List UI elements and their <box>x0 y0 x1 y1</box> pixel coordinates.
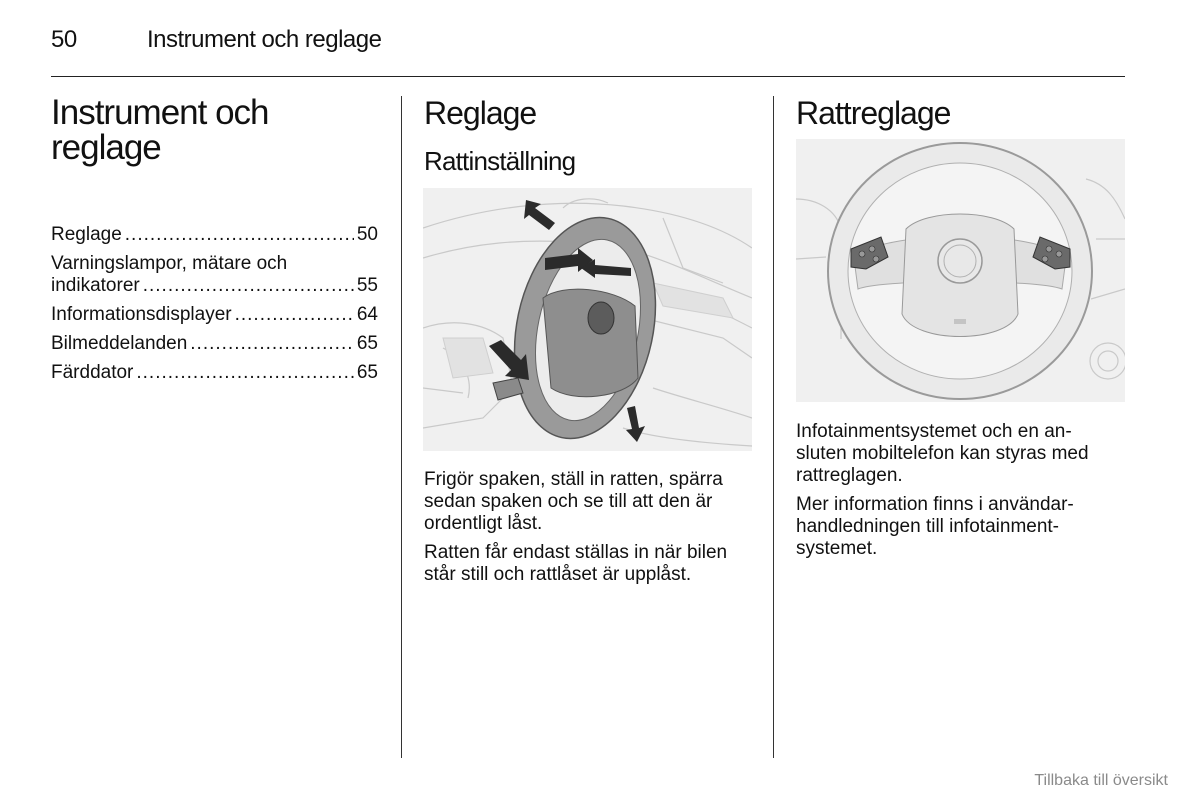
toc-page: 65 <box>356 362 378 383</box>
toc-leader <box>136 362 353 384</box>
toc-entry-farddator[interactable] <box>51 362 378 384</box>
paragraph-more-information: Mer information finns i användar- handledningen till infotainment- systemet. <box>796 494 1074 559</box>
section-heading-rattreglage: Rattreglage <box>796 95 951 131</box>
table-of-contents <box>51 224 378 391</box>
running-header-title: Instrument och reglage <box>147 26 382 53</box>
toc-page: 50 <box>356 224 378 245</box>
toc-entry-varningslampor[interactable] <box>51 253 378 297</box>
page-number: 50 <box>51 26 77 53</box>
back-to-overview-link[interactable]: Tillbaka till översikt <box>1034 772 1168 789</box>
paragraph-release-lever: Frigör spaken, ställ in ratten, spärra sedan spaken och se till att den är ordentligt låst. <box>424 469 723 534</box>
toc-label-line1: Varningslampor, mätare och <box>51 253 288 274</box>
toc-leader <box>143 275 354 297</box>
toc-leader <box>190 333 354 355</box>
toc-label: Bilmeddelanden <box>51 333 188 354</box>
toc-label: Informationsdisplayer <box>51 304 232 325</box>
column-divider-1 <box>401 96 402 758</box>
toc-entry-bilmeddelanden[interactable] <box>51 333 378 355</box>
toc-entry-reglage[interactable] <box>51 224 378 246</box>
chapter-title: Instrument och reglage <box>51 93 269 167</box>
header-rule <box>51 76 1125 77</box>
paragraph-infotainment-control: Infotainmentsystemet och en an- sluten mobiltelefon kan styras med rattreglagen. <box>796 421 1089 486</box>
toc-label: Färddator <box>51 362 134 383</box>
toc-entry-informationsdisplayer[interactable] <box>51 304 378 326</box>
toc-page: 55 <box>356 275 378 296</box>
column-divider-2 <box>773 96 774 758</box>
toc-page: 65 <box>356 333 378 354</box>
toc-page: 64 <box>356 304 378 325</box>
section-heading-reglage: Reglage <box>424 95 537 131</box>
toc-label: Reglage <box>51 224 122 245</box>
subsection-heading-rattinstallning: Rattinställning <box>424 146 576 176</box>
toc-label: indikatorer <box>51 275 140 296</box>
steering-wheel-controls-illustration <box>796 139 1125 402</box>
steering-adjustment-illustration <box>423 188 752 451</box>
toc-leader <box>125 224 354 246</box>
paragraph-adjust-warning: Ratten får endast ställas in när bilen står still och rattlåset är upplåst. <box>424 542 728 585</box>
toc-leader <box>235 304 354 326</box>
